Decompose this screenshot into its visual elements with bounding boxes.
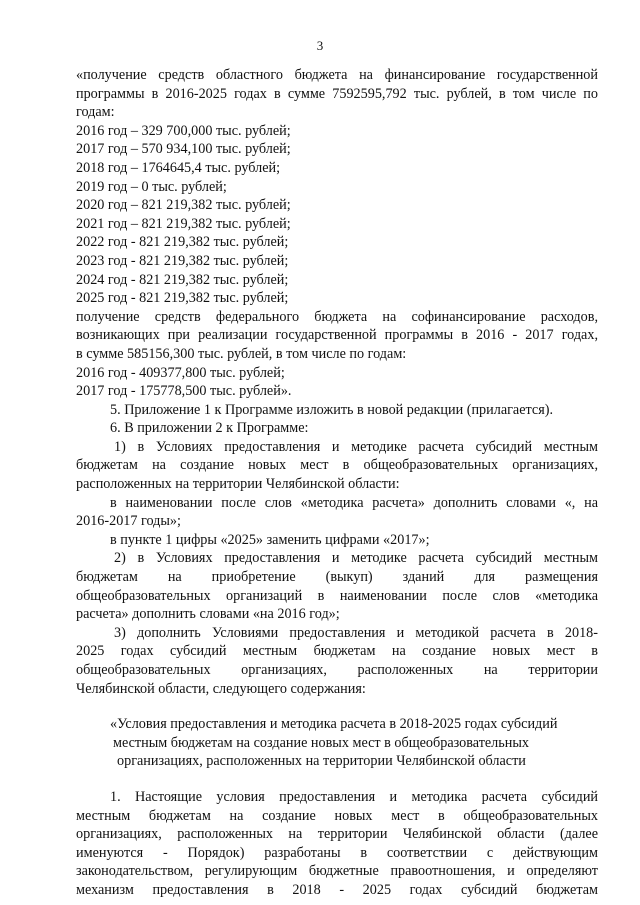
text-line: расчета» дополнить словами «на 2016 год»; [76, 606, 340, 623]
text-line: механизм предоставления в 2018 - 2025 годах субсидий бюджетам [76, 881, 598, 898]
text-line: бюджетам на создание новых мест в общеобразовательных организациях, [76, 457, 598, 474]
appendix-title [76, 715, 598, 771]
text-line: 2019 год – 0 тыс. рублей; [76, 178, 227, 195]
text-line: 5. Приложение 1 к Программе изложить в новой редакции (прилагается). [110, 401, 553, 418]
text-line: бюджетам на приобретение (выкуп) зданий для размещения [76, 569, 598, 586]
text-line: «получение средств областного бюджета на финансирование государственной [76, 67, 598, 83]
text-line: в наименовании после слов «методика расчета» дополнить словами «, на [110, 494, 598, 511]
text-line: именуются - Порядок) разработаны в соответствии с действующим [76, 844, 598, 861]
text-line: организациях, расположенных на территории Челябинской области (далее [76, 826, 598, 843]
appendix-title-line: «Условия предоставления и методика расчета в 2018-2025 годах субсидий [110, 716, 558, 733]
text-line: 2017 год – 570 934,100 тыс. рублей; [76, 141, 291, 158]
text-line: получение средств федерального бюджета на софинансирование расходов, [76, 308, 598, 325]
text-line: 1. Настоящие условия предоставления и методика расчета субсидий [110, 788, 598, 805]
page-number: 3 [316, 38, 324, 53]
appendix-title-line: местным бюджетам на создание новых мест в общеобразовательных [113, 734, 529, 751]
text-line: 1) в Условиях предоставления и методике расчета субсидий местным [114, 438, 598, 455]
main-text-block [76, 66, 598, 698]
appendix-title-line: организациях, расположенных на территории Челябинской области [117, 753, 526, 770]
text-line: 3) дополнить Условиями предоставления и методикой расчета в 2018- [114, 624, 598, 641]
text-line: общеобразовательных организациях, расположенных на территории [76, 662, 598, 678]
text-line: возникающих при реализации государственной программы в 2016 - 2017 годах, [76, 327, 598, 344]
text-line: законодательством, регулирующим бюджетные правоотношения, и определяют [76, 863, 598, 880]
text-line: 2018 год – 1764645,4 тыс. рублей; [76, 159, 281, 176]
text-line: Челябинской области, следующего содержания: [76, 680, 366, 697]
text-line: 2) в Условиях предоставления и методике расчета субсидий местным [114, 550, 598, 567]
text-line: 2021 год – 821 219,382 тыс. рублей; [76, 215, 291, 232]
text-line: в пункте 1 цифры «2025» заменить цифрами «2017»; [110, 531, 430, 548]
text-line: 2017 год - 175778,500 тыс. рублей». [76, 383, 292, 400]
appendix-text-block [76, 788, 598, 900]
text-line: 2020 год – 821 219,382 тыс. рублей; [76, 197, 291, 214]
text-line: общеобразовательных организаций в наименовании после слов «методика [76, 587, 598, 604]
text-line: местным бюджетам на создание новых мест в общеобразовательных [76, 807, 598, 824]
text-line: 2016 год – 329 700,000 тыс. рублей; [76, 122, 291, 139]
text-line: 2022 год - 821 219,382 тыс. рублей; [76, 234, 289, 251]
text-line: 2025 год - 821 219,382 тыс. рублей; [76, 290, 289, 307]
text-line: 2024 год - 821 219,382 тыс. рублей; [76, 271, 289, 288]
text-line: в сумме 585156,300 тыс. рублей, в том числе по годам: [76, 345, 407, 362]
text-line: 2025 годах субсидий местным бюджетам на создание новых мест в [76, 643, 598, 660]
text-line: 6. В приложении 2 к Программе: [110, 420, 309, 437]
text-line: расположенных на территории Челябинской области: [76, 476, 400, 493]
text-line: 2016 год - 409377,800 тыс. рублей; [76, 364, 285, 381]
text-line: 2023 год - 821 219,382 тыс. рублей; [76, 252, 289, 269]
document-body [76, 66, 598, 900]
text-line: программы в 2016-2025 годах в сумме 7592595,792 тыс. рублей, в том числе по [76, 85, 598, 102]
text-line: годам: [76, 104, 115, 121]
spacer [76, 698, 598, 715]
text-line: 2016-2017 годы»; [76, 513, 181, 530]
spacer [76, 771, 598, 788]
